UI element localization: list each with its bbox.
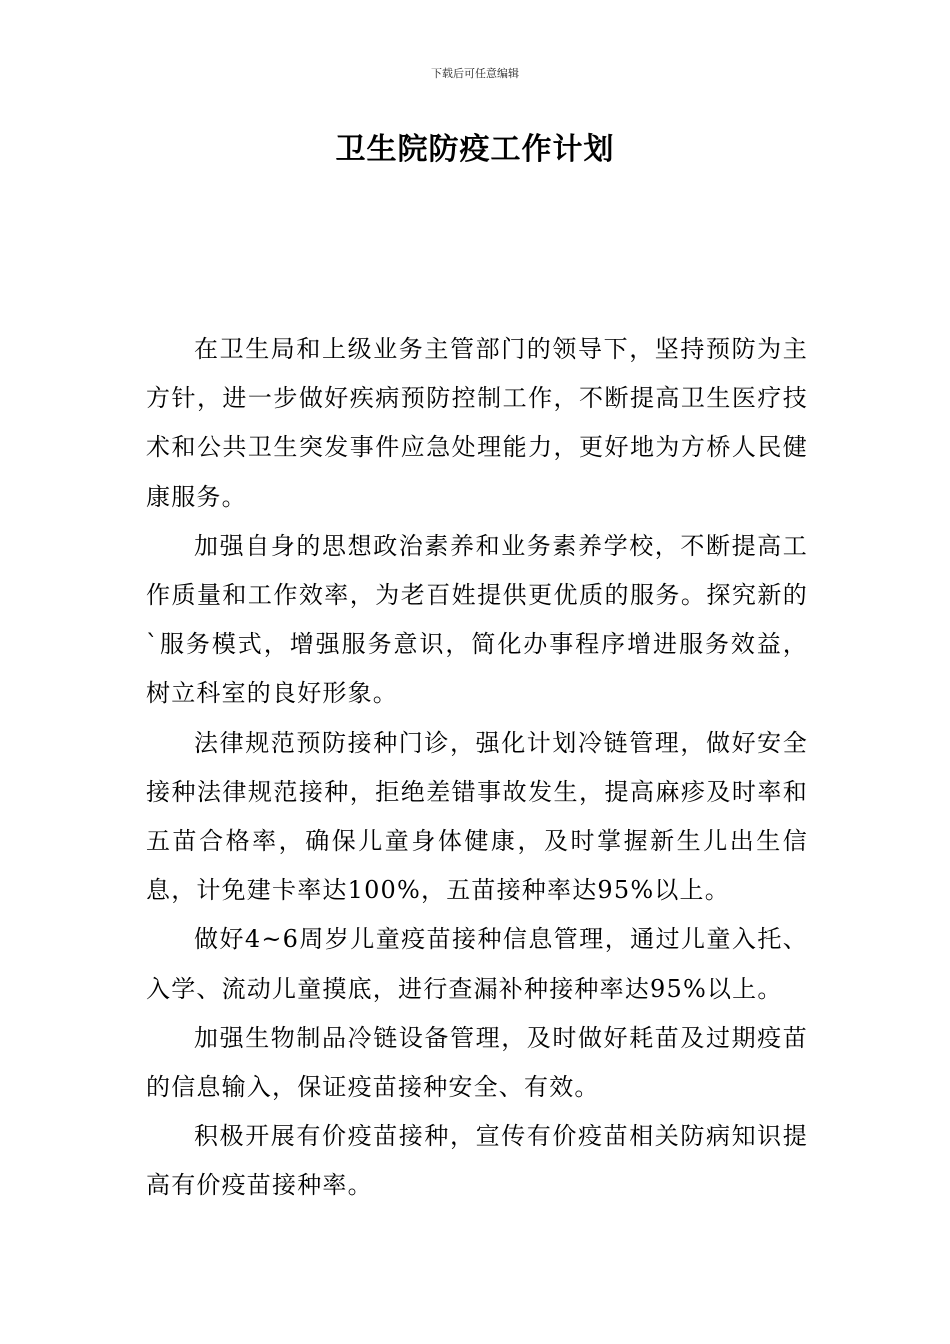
- paragraph-6: 积极开展有价疫苗接种，宣传有价疫苗相关防病知识提高有价疫苗接种率。: [146, 1122, 808, 1200]
- header-note: 下载后可任意编辑: [431, 67, 519, 80]
- document-body: [146, 325, 808, 1211]
- paragraph-2: 加强自身的思想政治素养和业务素养学校，不断提高工作质量和工作效率，为老百姓提供更优质的服务。探究新的`服务模式，增强服务意识，简化办事程序增进服务效益，树立科室的良好形象。: [146, 531, 808, 708]
- paragraph-5: 加强生物制品冷链设备管理，及时做好耗苗及过期疫苗的信息输入，保证疫苗接种安全、有效。: [146, 1023, 808, 1102]
- paragraph-4: 做好4~6周岁儿童疫苗接种信息管理，通过儿童入托、入学、流动儿童摸底，进行查漏补种接种率达95%以上。: [146, 925, 808, 1003]
- document-title: 卫生院防疫工作计划: [335, 132, 615, 167]
- paragraph-3: 法律规范预防接种门诊，强化计划冷链管理，做好安全接种法律规范接种，拒绝差错事故发生，提高麻疹及时率和五苗合格率，确保儿童身体健康，及时掌握新生儿出生信息，计免建卡率达100%，五苗接种率达95%以上。: [146, 728, 808, 905]
- paragraph-1: 在卫生局和上级业务主管部门的领导下，坚持预防为主方针，进一步做好疾病预防控制工作，不断提高卫生医疗技术和公共卫生突发事件应急处理能力，更好地为方桥人民健康服务。: [146, 335, 808, 511]
